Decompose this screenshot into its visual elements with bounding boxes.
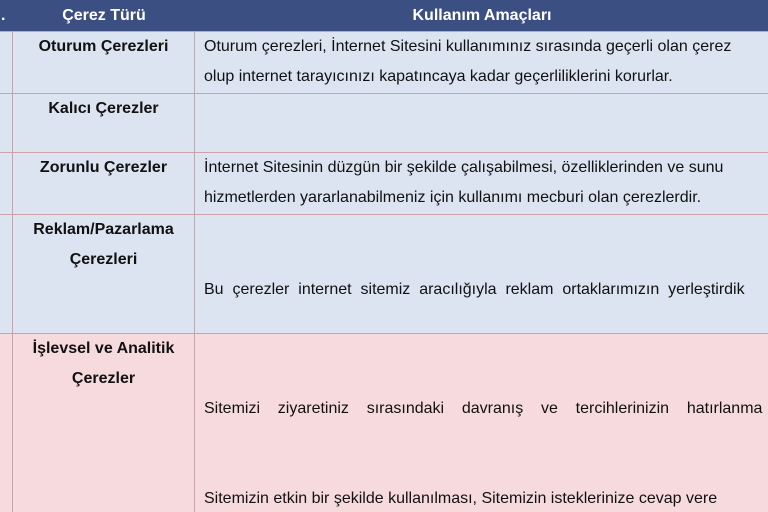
header-cookie-type: Çerez Türü <box>62 7 146 24</box>
purpose-line: İnternet Sitesinin düzgün bir şekilde çalışabilmesi, özelliklerinden ve sunu <box>204 159 724 176</box>
table-row <box>0 333 768 512</box>
usage-purpose-cell <box>196 94 768 152</box>
header-index: . <box>1 7 6 24</box>
row-index-cell <box>0 215 13 333</box>
usage-purpose-cell <box>196 334 768 512</box>
table-row <box>0 31 768 93</box>
cookie-type-cell <box>13 153 195 214</box>
cookie-type-line: İşlevsel ve Analitik <box>32 340 175 357</box>
table-row <box>0 152 768 214</box>
cookie-type-cell <box>13 215 195 333</box>
row-index-cell <box>0 153 13 214</box>
usage-purpose-cell <box>196 153 768 214</box>
cookie-type-cell <box>13 32 195 93</box>
usage-purpose-cell <box>196 215 768 333</box>
cookie-type-cell <box>13 94 195 152</box>
cookie-type-line: Çerezleri <box>69 251 138 268</box>
purpose-line: Oturum çerezleri, İnternet Sitesini kullanımınız sırasında geçerli olan çerez <box>204 38 732 55</box>
cookie-type-line: Reklam/Pazarlama <box>33 221 174 238</box>
cookie-type-line: Kalıcı Çerezler <box>48 100 159 117</box>
header-usage-purposes: Kullanım Amaçları <box>412 7 552 24</box>
table-row <box>0 214 768 333</box>
cookie-type-line: Oturum Çerezleri <box>38 38 169 55</box>
purpose-line: Sitemizin etkin bir şekilde kullanılması, Sitemizin isteklerinize cevap vere <box>204 490 718 507</box>
purpose-line: Sitemizi ziyaretiniz sırasındaki davranış ve tercihlerinizin hatırlanma <box>204 400 763 417</box>
row-index-cell <box>0 334 13 512</box>
row-index-cell <box>0 32 13 93</box>
table-row <box>0 93 768 152</box>
cookie-type-cell <box>13 334 195 512</box>
cookie-type-line: Çerezler <box>71 370 136 387</box>
purpose-line: olup internet tarayıcınızı kapatıncaya kadar geçerliliklerini korurlar. <box>204 68 673 85</box>
cookie-type-line: Zorunlu Çerezler <box>39 159 168 176</box>
usage-purpose-cell <box>196 32 768 93</box>
purpose-line: Bu çerezler internet sitemiz aracılığıyla reklam ortaklarımızın yerleştirdik <box>204 281 745 298</box>
purpose-line: hizmetlerden yararlanabilmeniz için kullanımı mecburi olan çerezlerdir. <box>204 189 702 206</box>
table-header <box>0 0 768 31</box>
row-index-cell <box>0 94 13 152</box>
